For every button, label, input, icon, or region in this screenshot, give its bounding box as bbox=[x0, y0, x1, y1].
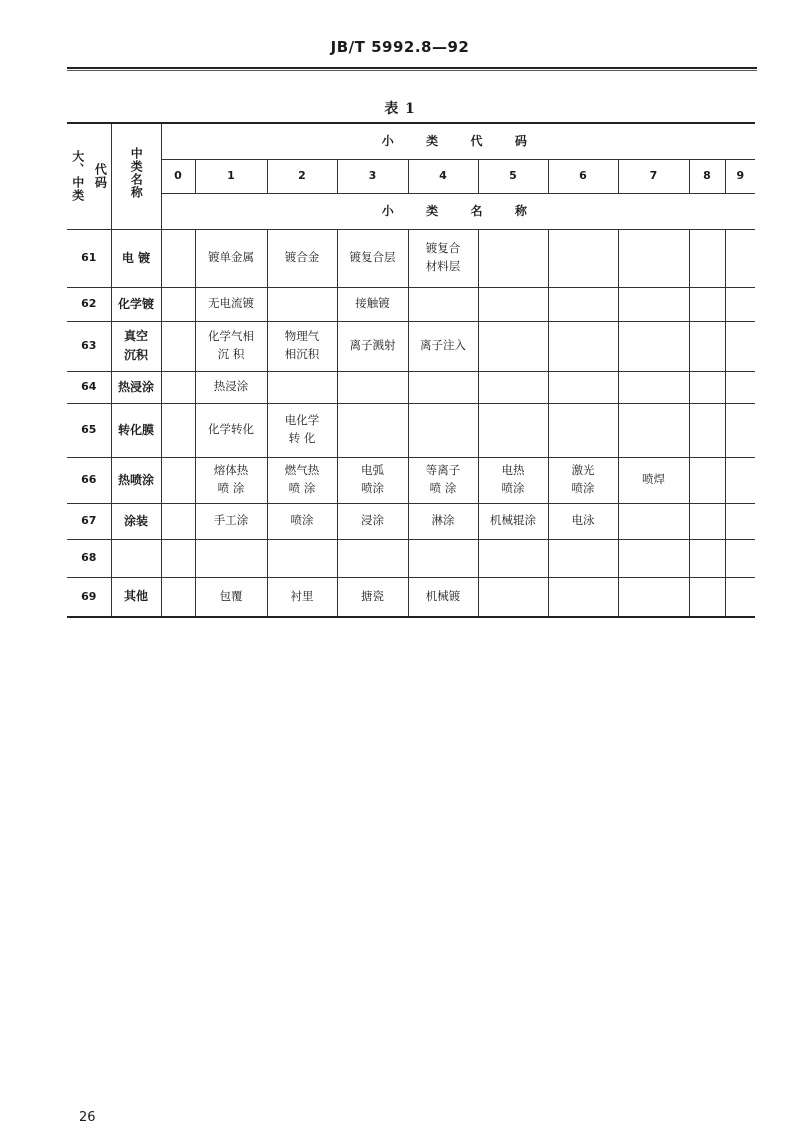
sub-name-cell-7 bbox=[618, 577, 689, 617]
sub-name-cell-1: 手工涂 bbox=[195, 503, 267, 539]
sub-name-cell-2: 物理气 相沉积 bbox=[267, 321, 337, 371]
sub-name-cell-5 bbox=[478, 577, 548, 617]
sub-code-2: 2 bbox=[267, 159, 337, 193]
sub-name-cell-4: 机械镀 bbox=[408, 577, 478, 617]
sub-name-cell-7 bbox=[618, 403, 689, 457]
row-code: 62 bbox=[67, 287, 111, 321]
sub-name-cell-9 bbox=[725, 321, 755, 371]
row-code: 65 bbox=[67, 403, 111, 457]
sub-name-cell-9 bbox=[725, 457, 755, 503]
header-mid-name-cell bbox=[111, 123, 161, 229]
sub-name-cell-9 bbox=[725, 503, 755, 539]
row-code: 68 bbox=[67, 539, 111, 577]
row-code: 69 bbox=[67, 577, 111, 617]
sub-name-cell-6 bbox=[548, 539, 618, 577]
table-row bbox=[67, 287, 755, 321]
sub-name-cell-7 bbox=[618, 539, 689, 577]
sub-name-cell-5: 电热 喷涂 bbox=[478, 457, 548, 503]
sub-name-cell-8 bbox=[689, 577, 725, 617]
sub-code-label: 小 类 代 码 bbox=[161, 123, 755, 159]
sub-name-cell-3: 搪瓷 bbox=[337, 577, 408, 617]
sub-name-cell-6 bbox=[548, 371, 618, 403]
sub-name-cell-5 bbox=[478, 321, 548, 371]
sub-name-cell-1: 化学气相 沉 积 bbox=[195, 321, 267, 371]
table-row bbox=[67, 539, 755, 577]
sub-name-cell-3: 离子溅射 bbox=[337, 321, 408, 371]
sub-name-cell-4 bbox=[408, 403, 478, 457]
sub-name-cell-6: 激光 喷涂 bbox=[548, 457, 618, 503]
sub-name-cell-4 bbox=[408, 371, 478, 403]
sub-name-cell-3: 镀复合层 bbox=[337, 229, 408, 287]
sub-name-cell-0 bbox=[161, 287, 195, 321]
sub-name-cell-5: 机械辊涂 bbox=[478, 503, 548, 539]
sub-name-cell-3 bbox=[337, 539, 408, 577]
sub-name-cell-6 bbox=[548, 403, 618, 457]
sub-name-cell-1: 镀单金属 bbox=[195, 229, 267, 287]
sub-name-cell-2: 喷涂 bbox=[267, 503, 337, 539]
sub-name-cell-4: 离子注入 bbox=[408, 321, 478, 371]
header-mid-name: 中类名称 bbox=[129, 147, 144, 200]
row-code: 67 bbox=[67, 503, 111, 539]
header-code-cell bbox=[67, 123, 111, 229]
row-mid-name: 电 镀 bbox=[111, 229, 161, 287]
sub-name-cell-2: 镀合金 bbox=[267, 229, 337, 287]
sub-name-cell-0 bbox=[161, 503, 195, 539]
sub-name-cell-0 bbox=[161, 321, 195, 371]
header-code-side: 代码 bbox=[93, 163, 108, 190]
sub-name-cell-1: 热浸涂 bbox=[195, 371, 267, 403]
sub-name-cell-8 bbox=[689, 229, 725, 287]
table-row bbox=[67, 371, 755, 403]
sub-code-4: 4 bbox=[408, 159, 478, 193]
sub-name-cell-2 bbox=[267, 371, 337, 403]
sub-name-cell-9 bbox=[725, 287, 755, 321]
sub-name-cell-5 bbox=[478, 287, 548, 321]
sub-name-cell-5 bbox=[478, 403, 548, 457]
row-mid-name bbox=[111, 539, 161, 577]
header-rule bbox=[67, 67, 757, 69]
row-code: 63 bbox=[67, 321, 111, 371]
sub-name-cell-8 bbox=[689, 539, 725, 577]
row-mid-name: 转化膜 bbox=[111, 403, 161, 457]
sub-name-cell-6 bbox=[548, 287, 618, 321]
sub-name-cell-6 bbox=[548, 577, 618, 617]
sub-name-cell-3 bbox=[337, 371, 408, 403]
sub-name-cell-0 bbox=[161, 457, 195, 503]
sub-name-cell-9 bbox=[725, 539, 755, 577]
sub-name-cell-3 bbox=[337, 403, 408, 457]
row-mid-name: 涂装 bbox=[111, 503, 161, 539]
sub-name-cell-8 bbox=[689, 457, 725, 503]
sub-name-cell-5 bbox=[478, 229, 548, 287]
sub-name-cell-5 bbox=[478, 371, 548, 403]
sub-name-cell-2: 燃气热 喷 涂 bbox=[267, 457, 337, 503]
table-row bbox=[67, 503, 755, 539]
row-mid-name: 热浸涂 bbox=[111, 371, 161, 403]
sub-name-cell-7 bbox=[618, 321, 689, 371]
table-row bbox=[67, 577, 755, 617]
sub-name-cell-1: 无电流镀 bbox=[195, 287, 267, 321]
sub-name-cell-8 bbox=[689, 321, 725, 371]
sub-name-cell-6 bbox=[548, 229, 618, 287]
sub-name-cell-1: 化学转化 bbox=[195, 403, 267, 457]
sub-name-cell-0 bbox=[161, 229, 195, 287]
table-title: 表 1 bbox=[384, 101, 416, 117]
sub-code-9: 9 bbox=[725, 159, 755, 193]
sub-name-cell-8 bbox=[689, 371, 725, 403]
sub-name-cell-0 bbox=[161, 539, 195, 577]
row-mid-name: 真空 沉积 bbox=[111, 321, 161, 371]
sub-name-cell-1: 包覆 bbox=[195, 577, 267, 617]
sub-name-cell-8 bbox=[689, 403, 725, 457]
row-mid-name: 热喷涂 bbox=[111, 457, 161, 503]
sub-name-cell-4: 镀复合 材料层 bbox=[408, 229, 478, 287]
sub-name-cell-4: 等离子 喷 涂 bbox=[408, 457, 478, 503]
sub-name-cell-9 bbox=[725, 371, 755, 403]
sub-code-5: 5 bbox=[478, 159, 548, 193]
sub-code-3: 3 bbox=[337, 159, 408, 193]
sub-name-cell-9 bbox=[725, 229, 755, 287]
table-row bbox=[67, 321, 755, 371]
sub-name-cell-2: 衬里 bbox=[267, 577, 337, 617]
document-code: JB/T 5992.8—92 bbox=[330, 38, 470, 56]
sub-code-0: 0 bbox=[161, 159, 195, 193]
sub-name-cell-7 bbox=[618, 371, 689, 403]
sub-code-1: 1 bbox=[195, 159, 267, 193]
sub-name-cell-7 bbox=[618, 229, 689, 287]
header-rule-thin bbox=[67, 70, 757, 71]
sub-name-cell-3: 电弧 喷涂 bbox=[337, 457, 408, 503]
sub-name-cell-1: 熔体热 喷 涂 bbox=[195, 457, 267, 503]
sub-name-cell-0 bbox=[161, 403, 195, 457]
row-mid-name: 化学镀 bbox=[111, 287, 161, 321]
sub-name-cell-0 bbox=[161, 371, 195, 403]
sub-name-cell-6: 电泳 bbox=[548, 503, 618, 539]
row-code: 64 bbox=[67, 371, 111, 403]
sub-name-cell-9 bbox=[725, 403, 755, 457]
sub-name-cell-8 bbox=[689, 503, 725, 539]
sub-code-8: 8 bbox=[689, 159, 725, 193]
sub-name-cell-6 bbox=[548, 321, 618, 371]
sub-name-cell-3: 浸涂 bbox=[337, 503, 408, 539]
row-code: 66 bbox=[67, 457, 111, 503]
sub-name-cell-2: 电化学 转 化 bbox=[267, 403, 337, 457]
sub-code-7: 7 bbox=[618, 159, 689, 193]
sub-name-cell-5 bbox=[478, 539, 548, 577]
sub-name-cell-7 bbox=[618, 287, 689, 321]
classification-table bbox=[67, 122, 755, 618]
row-code: 61 bbox=[67, 229, 111, 287]
sub-name-cell-8 bbox=[689, 287, 725, 321]
sub-name-cell-4 bbox=[408, 539, 478, 577]
table-row bbox=[67, 229, 755, 287]
sub-name-cell-2 bbox=[267, 539, 337, 577]
header-code-top: 大、中类 bbox=[70, 150, 85, 203]
table-row bbox=[67, 403, 755, 457]
sub-name-cell-7: 喷焊 bbox=[618, 457, 689, 503]
sub-name-cell-0 bbox=[161, 577, 195, 617]
sub-name-cell-3: 接触镀 bbox=[337, 287, 408, 321]
sub-name-label: 小 类 名 称 bbox=[161, 193, 755, 229]
page-number: 26 bbox=[79, 1110, 96, 1125]
table-row bbox=[67, 457, 755, 503]
sub-name-cell-2 bbox=[267, 287, 337, 321]
sub-code-6: 6 bbox=[548, 159, 618, 193]
row-mid-name: 其他 bbox=[111, 577, 161, 617]
sub-name-cell-7 bbox=[618, 503, 689, 539]
sub-name-cell-4: 淋涂 bbox=[408, 503, 478, 539]
sub-name-cell-1 bbox=[195, 539, 267, 577]
sub-name-cell-4 bbox=[408, 287, 478, 321]
sub-name-cell-9 bbox=[725, 577, 755, 617]
